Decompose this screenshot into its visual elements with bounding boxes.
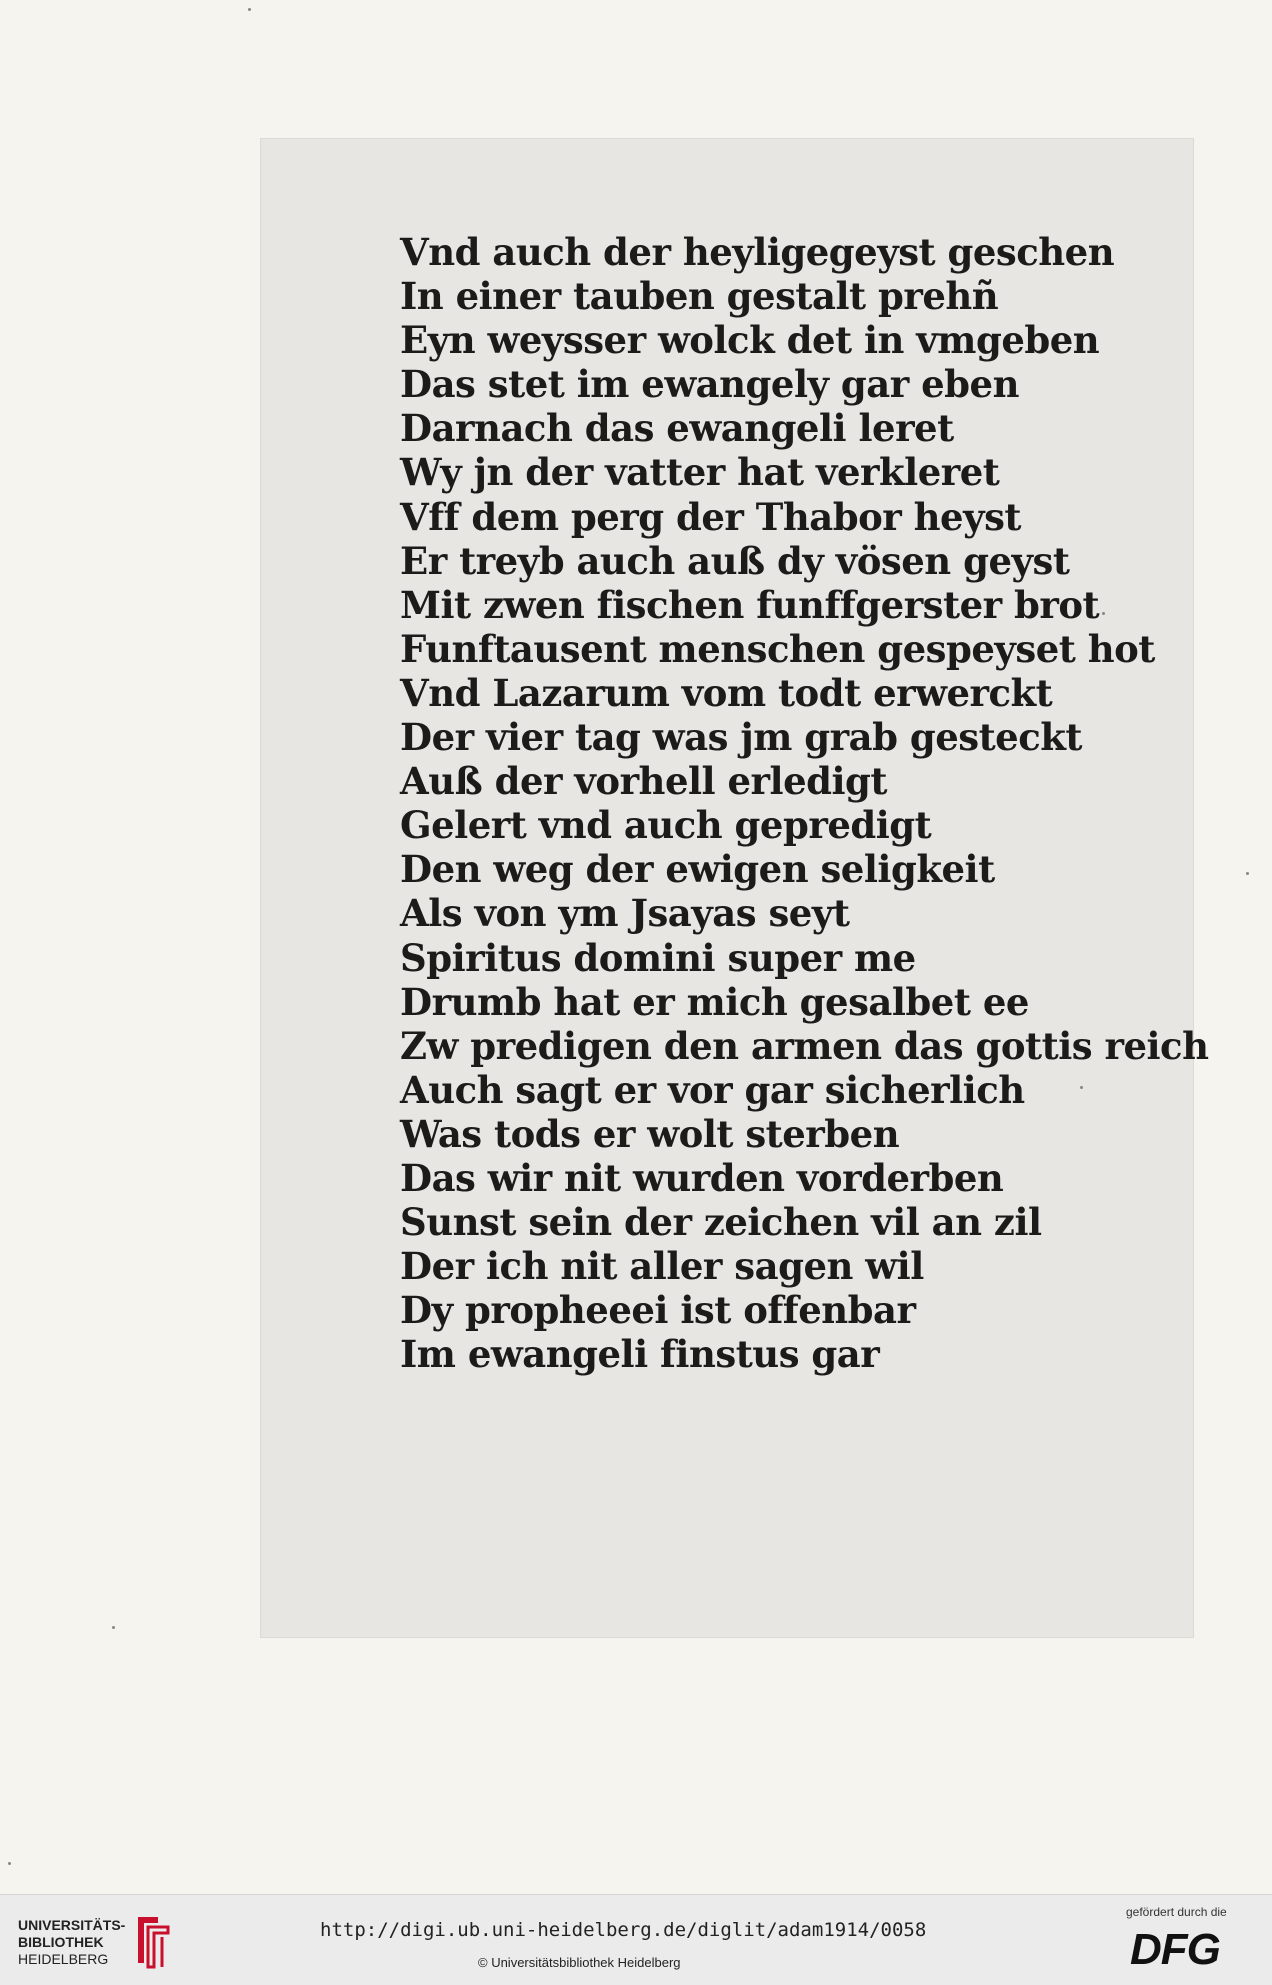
verse-text-block <box>400 230 1209 1377</box>
scan-speck <box>248 8 251 11</box>
scan-speck <box>8 1862 11 1865</box>
scan-speck <box>112 1626 115 1629</box>
verse-line: In einer tauben gestalt prehñ <box>400 274 999 319</box>
verse-line: Wy jn der vatter hat verkleret <box>400 450 1000 495</box>
verse-line: Funftausent menschen gespeyset hot <box>400 626 1155 671</box>
verse-line: Der vier tag was jm grab gesteckt <box>400 715 1082 760</box>
verse-line: Was tods er wolt sterben <box>400 1111 900 1156</box>
verse-line: Dy propheeei ist offenbar <box>400 1288 916 1333</box>
library-name-line2: BIBLIOTHEK <box>18 1934 104 1950</box>
verse-line: Gelert vnd auch gepredigt <box>400 803 932 848</box>
verse-line: Vnd Lazarum vom todt erwerckt <box>400 670 1053 715</box>
copyright-notice: © Universitätsbibliothek Heidelberg <box>478 1955 681 1970</box>
verse-line: Mit zwen fischen funffgerster brot <box>400 582 1100 627</box>
verse-line: Auß der vorhell erledigt <box>400 759 888 804</box>
verse-line: Spiritus domini super me <box>400 935 916 980</box>
verse-line: Auch sagt er vor gar sicherlich <box>400 1067 1025 1112</box>
verse-line: Der ich nit aller sagen wil <box>400 1244 924 1289</box>
scan-speck <box>1080 1086 1083 1089</box>
verse-line: Darnach das ewangeli leret <box>400 406 954 451</box>
verse-line: Das wir nit wurden vorderben <box>400 1155 1004 1200</box>
verse-line: Vff dem perg der Thabor heyst <box>400 494 1022 539</box>
verse-line: Als von ym Jsayas seyt <box>400 891 850 936</box>
dfg-logo[interactable]: DFG <box>1130 1925 1220 1974</box>
permalink-url[interactable]: http://digi.ub.uni-heidelberg.de/diglit/adam1914/0058 <box>320 1919 927 1941</box>
verse-line: Zw predigen den armen das gottis reich <box>400 1023 1209 1068</box>
verse-line: Den weg der ewigen seligkeit <box>400 847 995 892</box>
verse-line: Drumb hat er mich gesalbet ee <box>400 979 1029 1024</box>
verse-line: Das stet im ewangely gar eben <box>400 362 1019 407</box>
verse-line: Vnd auch der heyligegeyst geschen <box>400 230 1115 274</box>
library-emblem-icon <box>128 1913 174 1969</box>
verse-line: Er treyb auch auß dy vösen geyst <box>400 538 1070 583</box>
verse-line: Sunst sein der zeichen vil an zil <box>400 1200 1042 1245</box>
viewer-footer <box>0 1894 1272 1985</box>
scan-speck <box>1102 612 1105 615</box>
library-name-line3: HEIDELBERG <box>18 1951 109 1967</box>
scan-speck <box>1246 872 1249 875</box>
verse-line: Im ewangeli finstus gar <box>400 1332 880 1377</box>
library-name-line1: UNIVERSITÄTS- <box>18 1917 126 1933</box>
verse-line: Eyn weysser wolck det in vmgeben <box>400 318 1100 363</box>
funding-caption: gefördert durch die <box>1126 1905 1227 1919</box>
